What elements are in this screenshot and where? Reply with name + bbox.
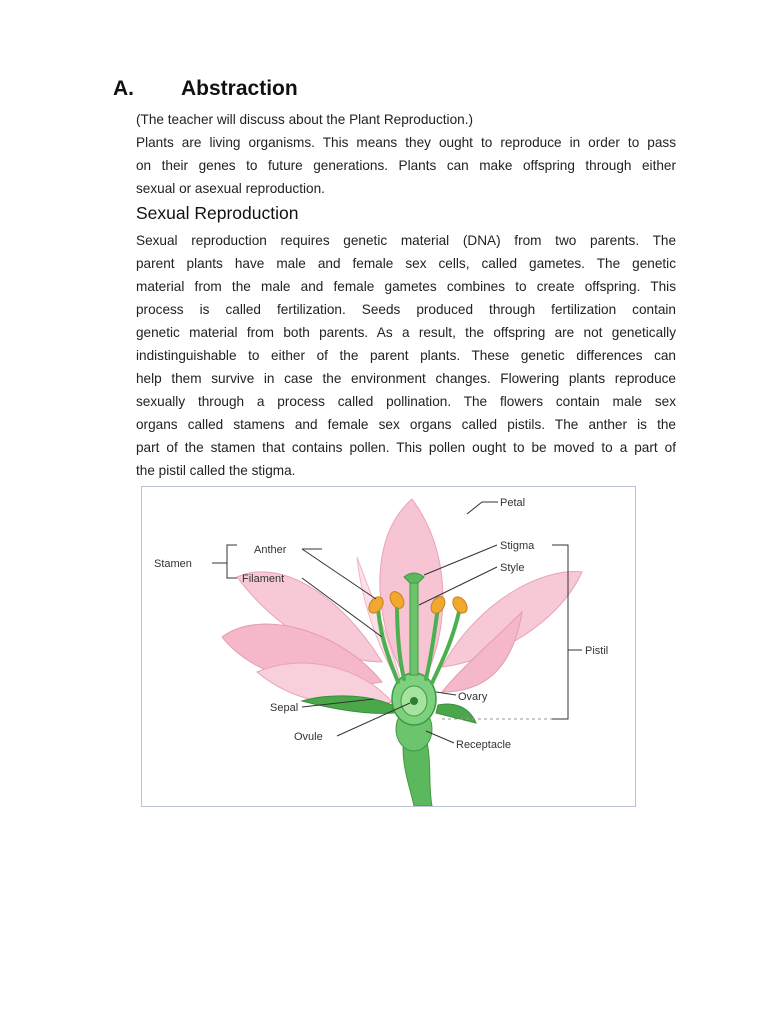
- intro-line: (The teacher will discuss about the Plant Reproduction.): [136, 112, 473, 127]
- stamen-bracket: [227, 545, 237, 578]
- section-heading: [113, 77, 298, 101]
- body-line: the pistil called the stigma.: [136, 463, 296, 478]
- body-line: material from the male and female gametes combines to create offspring. This: [136, 279, 676, 294]
- section-title: Abstraction: [181, 77, 298, 100]
- body-line: organs called stamens and female sex organs called pistils. The anther is the: [136, 417, 676, 432]
- section-letter: A.: [113, 77, 134, 100]
- label-petal: Petal: [500, 497, 526, 509]
- intro-line: sexual or asexual reproduction.: [136, 181, 325, 196]
- label-receptacle: Receptacle: [456, 739, 512, 751]
- label-anther: Anther: [254, 544, 287, 556]
- intro-paragraph: [136, 108, 676, 200]
- label-stamen: Stamen: [154, 558, 192, 570]
- body-line: sexually through a process called pollination. The flowers contain male sex: [136, 394, 676, 409]
- flower-diagram: [141, 486, 636, 807]
- body-paragraph: [136, 229, 676, 482]
- label-ovary: Ovary: [458, 691, 488, 703]
- body-line: parent plants have male and female sex cells, called gametes. The genetic: [136, 256, 676, 271]
- petal-leader: [467, 502, 498, 514]
- ovary-leader: [436, 692, 456, 695]
- label-ovule: Ovule: [294, 731, 323, 743]
- label-stigma: Stigma: [500, 540, 535, 552]
- subheading: Sexual Reproduction: [136, 203, 299, 223]
- label-pistil: Pistil: [585, 645, 609, 657]
- label-sepal: Sepal: [270, 702, 299, 714]
- label-filament: Filament: [242, 573, 285, 585]
- intro-line: Plants are living organisms. This means they ought to reproduce in order to pass: [136, 135, 676, 150]
- body-line: help them survive in case the environment changes. Flowering plants reproduce: [136, 371, 676, 386]
- style-shape: [410, 579, 418, 675]
- body-line: indistinguishable to either of the parent plants. These genetic differences can: [136, 348, 676, 363]
- body-line: process is called fertilization. Seeds produced through fertilization contain: [136, 302, 676, 317]
- anther-4: [450, 594, 470, 616]
- pistil-bracket: [552, 545, 568, 719]
- body-line: Sexual reproduction requires genetic material (DNA) from two parents. The: [136, 233, 676, 248]
- label-style: Style: [500, 562, 525, 574]
- body-line: part of the stamen that contains pollen. This pollen ought to be moved to a part of: [136, 440, 676, 455]
- petal-upper-right: [442, 572, 582, 667]
- sepal-right: [436, 704, 476, 723]
- flower-diagram-svg: [142, 487, 635, 806]
- intro-line: on their genes to future generations. Plants can make offspring through either: [136, 158, 676, 173]
- ovule-shape: [410, 697, 418, 705]
- body-line: genetic material from both parents. As a result, the offspring are not genetically: [136, 325, 676, 340]
